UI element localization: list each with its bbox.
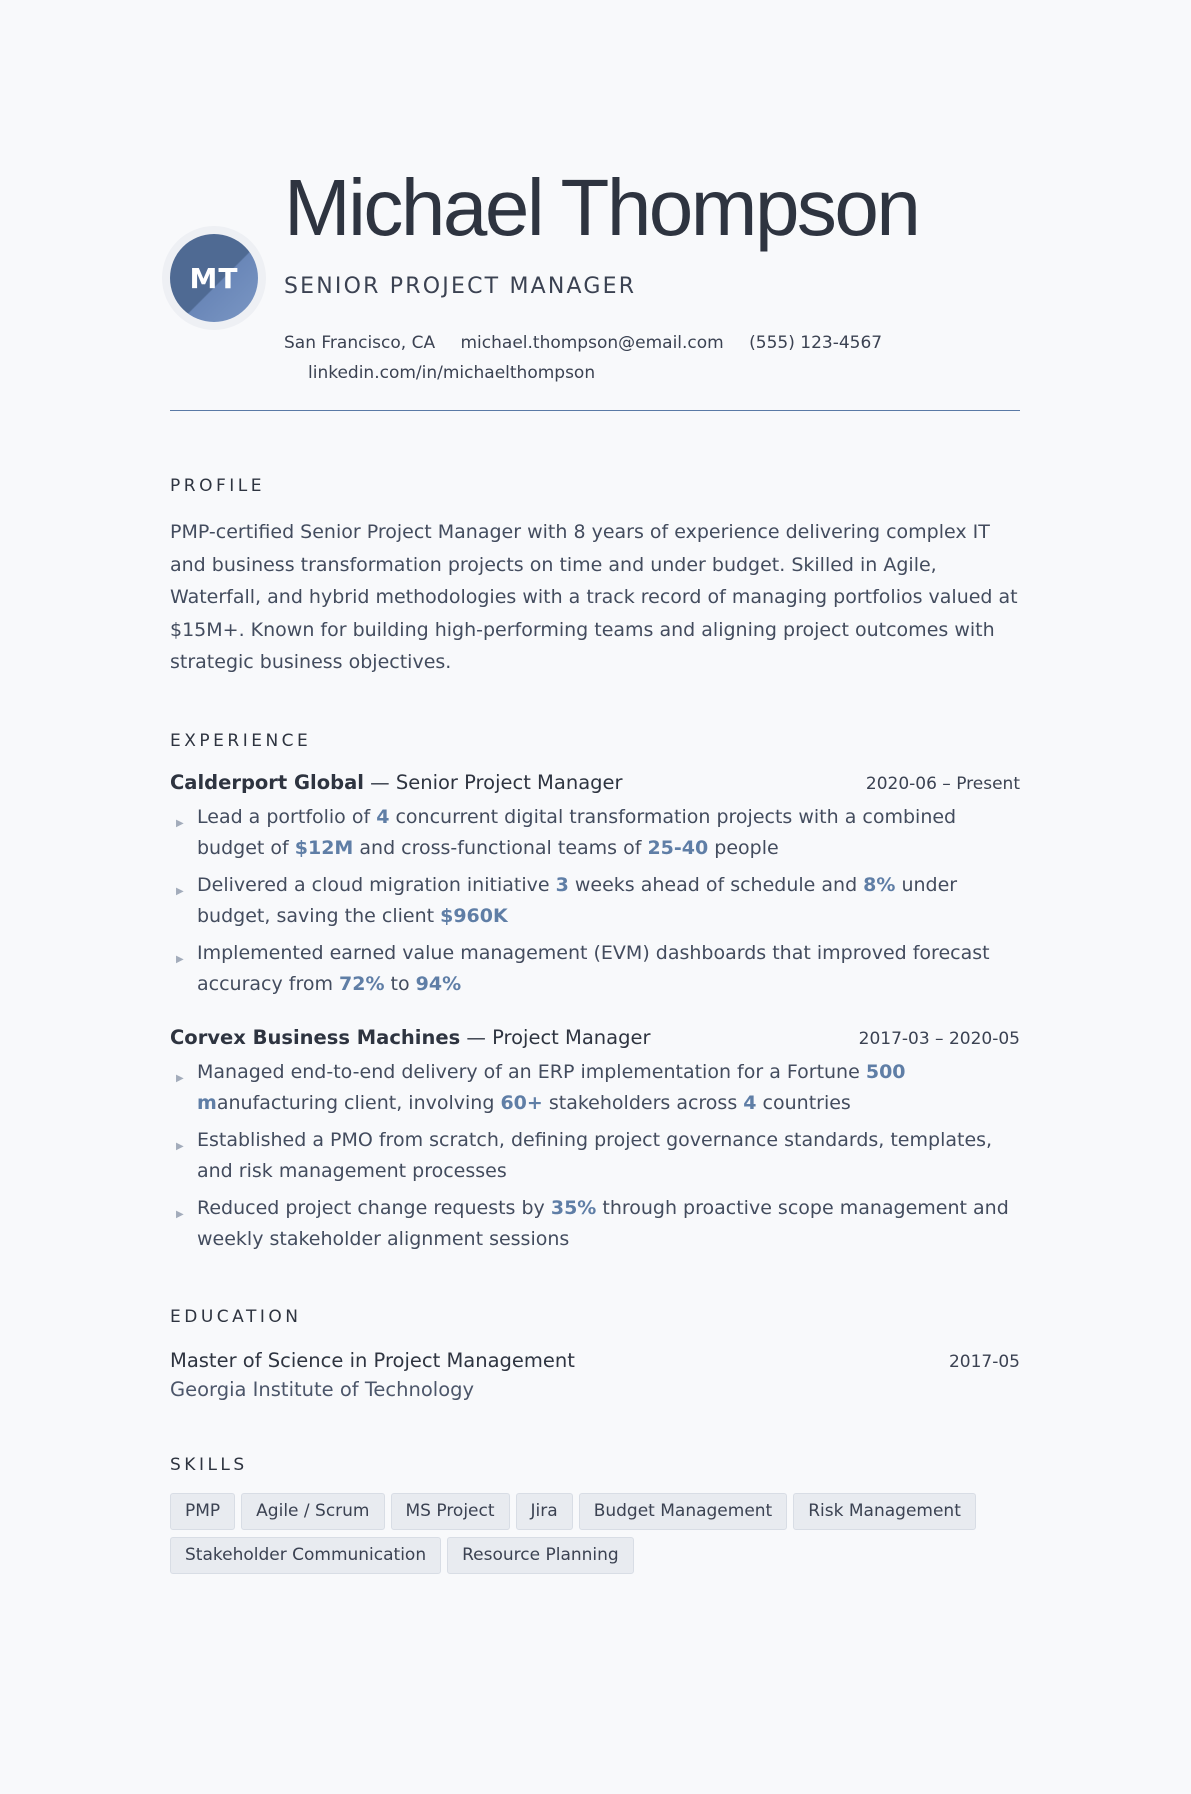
- education-section: [170, 1307, 1020, 1401]
- job-header: [170, 771, 1020, 794]
- achievement-text: weeks ahead of schedule and: [568, 873, 864, 896]
- job-achievements: [170, 1057, 1020, 1255]
- section-heading-skills: SKILLS: [170, 1454, 248, 1475]
- skill-tag: Risk Management: [793, 1493, 976, 1530]
- job-entry: [170, 771, 1020, 1000]
- achievement-text: anufacturing client, involving: [216, 1091, 501, 1114]
- metric-highlight: 500 m: [197, 1060, 906, 1114]
- education-school: Georgia Institute of Technology: [170, 1377, 475, 1401]
- achievement-text: Established a PMO from scratch, defining project governance standards, templates, and risk management processes: [197, 1128, 993, 1182]
- candidate-title: SENIOR PROJECT MANAGER: [284, 274, 637, 299]
- job-separator: —: [460, 1025, 493, 1049]
- section-heading-profile: PROFILE: [170, 476, 265, 496]
- bullet-triangle-icon: ▶: [176, 1140, 184, 1152]
- job-role: Senior Project Manager: [395, 770, 623, 794]
- candidate-name: Michael Thompson: [284, 163, 919, 252]
- achievement-text: people: [708, 836, 779, 859]
- job-heading: [170, 1026, 650, 1049]
- resume-content: [170, 150, 1020, 1581]
- profile-summary: PMP-certified Senior Project Manager with 8 years of experience delivering complex IT and business transformation projects on time and under budget. Skilled in Agile, Waterfall, and hybrid methodologies with a track record of managing portfolios valued at $15M+. Known for building high-performing teams and aligning project outcomes with strategic business objectives.: [170, 521, 1018, 673]
- achievement-item: [170, 870, 1020, 932]
- metric-highlight: 72%: [339, 972, 385, 995]
- contact-linkedin[interactable]: linkedin.com/in/michaelthompson: [308, 363, 596, 383]
- education-entry: [170, 1349, 1020, 1372]
- job-heading: [170, 771, 623, 794]
- profile-section: [170, 476, 1020, 679]
- metric-highlight: $960K: [440, 904, 508, 927]
- education-degree: Master of Science in Project Management: [170, 1348, 575, 1372]
- job-entry: [170, 1026, 1020, 1255]
- job-company: Calderport Global: [170, 770, 364, 794]
- achievement-text: concurrent digital transformation projects with a combined budget of: [197, 805, 957, 859]
- bullet-triangle-icon: ▶: [176, 817, 184, 829]
- achievement-text: Delivered a cloud migration initiative: [197, 873, 556, 896]
- contact-email[interactable]: michael.thompson@email.com: [460, 333, 724, 353]
- header-divider: [170, 410, 1020, 411]
- achievement-text: stakeholders across: [542, 1091, 744, 1114]
- job-list: [170, 771, 1020, 1255]
- job-dates: 2017-03 – 2020-05: [858, 1028, 1020, 1049]
- job-separator: —: [363, 770, 396, 794]
- skill-tag: Agile / Scrum: [241, 1493, 384, 1530]
- metric-highlight: 3: [555, 873, 569, 896]
- achievement-item: [170, 938, 1020, 1000]
- job-role: Project Manager: [492, 1025, 651, 1049]
- achievement-text: Lead a portfolio of: [197, 805, 377, 828]
- resume-header: [170, 150, 1020, 412]
- job-company: Corvex Business Machines: [170, 1025, 461, 1049]
- contact-info: [284, 328, 924, 388]
- metric-highlight: 4: [743, 1091, 757, 1114]
- achievement-text: under budget, saving the client: [197, 873, 958, 927]
- section-heading-education: EDUCATION: [170, 1306, 302, 1327]
- achievement-text: Implemented earned value management (EVM) dashboards that improved forecast accuracy from: [197, 941, 990, 995]
- achievement-text: Reduced project change requests by: [197, 1196, 551, 1219]
- skill-tag: PMP: [170, 1493, 235, 1530]
- achievement-text: countries: [756, 1091, 851, 1114]
- section-heading-experience: EXPERIENCE: [170, 730, 312, 751]
- bullet-triangle-icon: ▶: [176, 1208, 184, 1220]
- skill-tag: Jira: [516, 1493, 573, 1530]
- achievement-item: [170, 1125, 1020, 1187]
- skills-section: [170, 1455, 1020, 1581]
- skill-tag: Resource Planning: [447, 1537, 634, 1574]
- metric-highlight: 8%: [863, 873, 896, 896]
- avatar: [170, 234, 258, 322]
- achievement-text: to: [384, 972, 416, 995]
- achievement-text: Managed end-to-end delivery of an ERP implementation for a Fortune: [197, 1060, 866, 1083]
- avatar-initials: MT: [189, 261, 239, 295]
- job-dates: 2020-06 – Present: [865, 773, 1020, 794]
- metric-highlight: $12M: [294, 836, 354, 859]
- metric-highlight: 25-40: [647, 836, 709, 859]
- skills-list: [170, 1493, 1020, 1581]
- achievement-item: [170, 802, 1020, 864]
- job-achievements: [170, 802, 1020, 1000]
- education-date: 2017-05: [948, 1351, 1020, 1372]
- skill-tag: Budget Management: [579, 1493, 788, 1530]
- metric-highlight: 94%: [415, 972, 462, 995]
- achievement-item: [170, 1193, 1020, 1255]
- achievement-text: and cross-functional teams of: [353, 836, 648, 859]
- bullet-triangle-icon: ▶: [176, 953, 184, 965]
- contact-location: San Francisco, CA: [284, 333, 436, 353]
- job-header: [170, 1026, 1020, 1049]
- metric-highlight: 60+: [500, 1091, 543, 1114]
- skill-tag: MS Project: [391, 1493, 510, 1530]
- skill-tag: Stakeholder Communication: [170, 1537, 441, 1574]
- bullet-triangle-icon: ▶: [176, 1072, 184, 1084]
- metric-highlight: 35%: [550, 1196, 597, 1219]
- achievement-text: through proactive scope management and weekly stakeholder alignment sessions: [197, 1196, 1009, 1250]
- bullet-triangle-icon: ▶: [176, 885, 184, 897]
- experience-section: [170, 731, 1020, 1255]
- metric-highlight: 4: [376, 805, 390, 828]
- contact-phone[interactable]: (555) 123-4567: [749, 333, 883, 353]
- achievement-item: [170, 1057, 1020, 1119]
